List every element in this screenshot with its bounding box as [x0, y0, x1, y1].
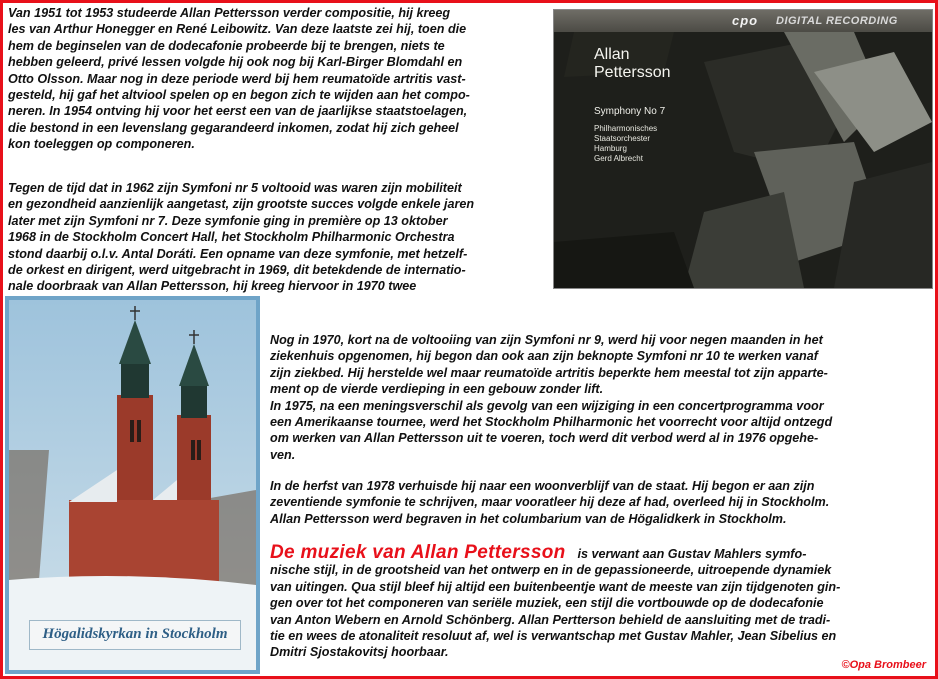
paragraph-symphony-7: Tegen de tijd dat in 1962 zijn Symfoni nr 5 voltooid was waren zijn mobiliteit en gezondheid aanzienlijk aangetast, zijn grootste succes volgde enkele jaren later met zijn Symfoni nr 7. Deze symfonie ging in première op 13 oktober 1968 in de Stockholm Concert Hall, het Stockholm Philharmonic Orchestra stond daarbij o.l.v. Antal Doráti. Een opname van deze symfonie, met hetzelf- de orkest en dirigent, werd uitgebracht in 1969, dit betekdende de internatio- nale doorbraak van Allan Pettersson, hij kreeg hiervoor in 1970 twee — [8, 181, 475, 294]
paragraph-music-style-text: is verwant aan Gustav Mahlers symfo- nische stijl, in de grootsheid van het ontwerp en in de gepassioneerde, uitroepende dynamiek van uitingen. Qua stijl bleef hij altijd een buitenbeentje want de meeste van zijn tijdgenoten gin- gen over tot het componeren van seriële muziek, een stijl die vortbouwde op de dodecafonie van Anton Webern en Arnold Schönberg. Allan Pertterson behield de aansluiting met de tradi- tie en wees de atonaliteit resoluut af, wel is verwantschap met Gustav Mahler, Jean Sibelius en Dmitri Sjostakovitsj hoorbaar. — [270, 547, 841, 660]
cd-cover-image — [553, 9, 933, 289]
paragraph-music-style — [270, 542, 928, 661]
cd-work-title: Symphony No 7 — [594, 106, 666, 117]
digital-recording-label: DIGITAL RECORDING — [776, 15, 898, 27]
cd-composer: Allan Pettersson — [594, 46, 671, 81]
cpo-logo: cpo — [732, 13, 759, 28]
church-photo — [5, 296, 260, 674]
section-heading: De muziek van Allan Pettersson — [270, 542, 566, 563]
copyright-text: ©Opa Brombeer — [841, 659, 926, 671]
cd-performers: Philharmonisches Staatsorchester Hamburg Gerd Albrecht — [594, 124, 658, 163]
caption-box — [29, 620, 241, 650]
church-illustration — [9, 300, 256, 670]
paragraph-illness: Nog in 1970, kort na de voltooiing van zijn Symfoni nr 9, werd hij voor negen maanden in het ziekenhuis opgenomen, hij begon dan ook aan zijn beknopte Symfoni nr 10 te werken vanaf zijn ziekbed. Hij herstelde wel maar reumatoïde artritis beperkte hem meestal tot zijn apparte- ment op de vierde verdieping in een gebouw zonder lift. In 1975, na een meningsverschil als gevolg van een wijziging in een concertprogramma voor een Amerikaanse tournee, werd het Stockholm Philharmonic het voorrecht voor altijd ontzegd om werken van Allan Pettersson uit te voeren, toch werd dit verbod werd al in 1976 opgehe- ven. — [270, 333, 833, 462]
paragraph-death: In de herfst van 1978 verhuisde hij naar een woonverblijf van de staat. Hij begon er aan zijn zeventiende symfonie te schrijven, maar vooratleer hij deze af had, overleed hij in Stockholm. Allan Pettersson werd begraven in het columbarium van de Högalidkerk in Stockholm. — [270, 479, 830, 526]
photo-caption: Högalidskyrkan in Stockholm — [42, 626, 228, 642]
paragraph-studies: Van 1951 tot 1953 studeerde Allan Pettersson verder compositie, hij kreeg les van Arthur Honegger en René Leibowitz. Van deze laatste zei hij, toen die hem de beginselen van de dodecafonie probeerde bij te brengen, niets te hebben geleerd, privé lessen volgde hij ook nog bij Karl-Birger Blomdahl en Otto Olsson. Maar nog in deze periode werd bij hem reumatoïde artritis vast- gesteld, hij gaf het altviool spelen op en begon zich te wijden aan het compo- neren. In 1954 ontving hij voor het eerst een van de jaarlijkse staatstoelagen, die bestond in een levenslang gegarandeerd inkomen, zodat hij zich geheel kon toeleggen op componeren. — [8, 6, 470, 152]
